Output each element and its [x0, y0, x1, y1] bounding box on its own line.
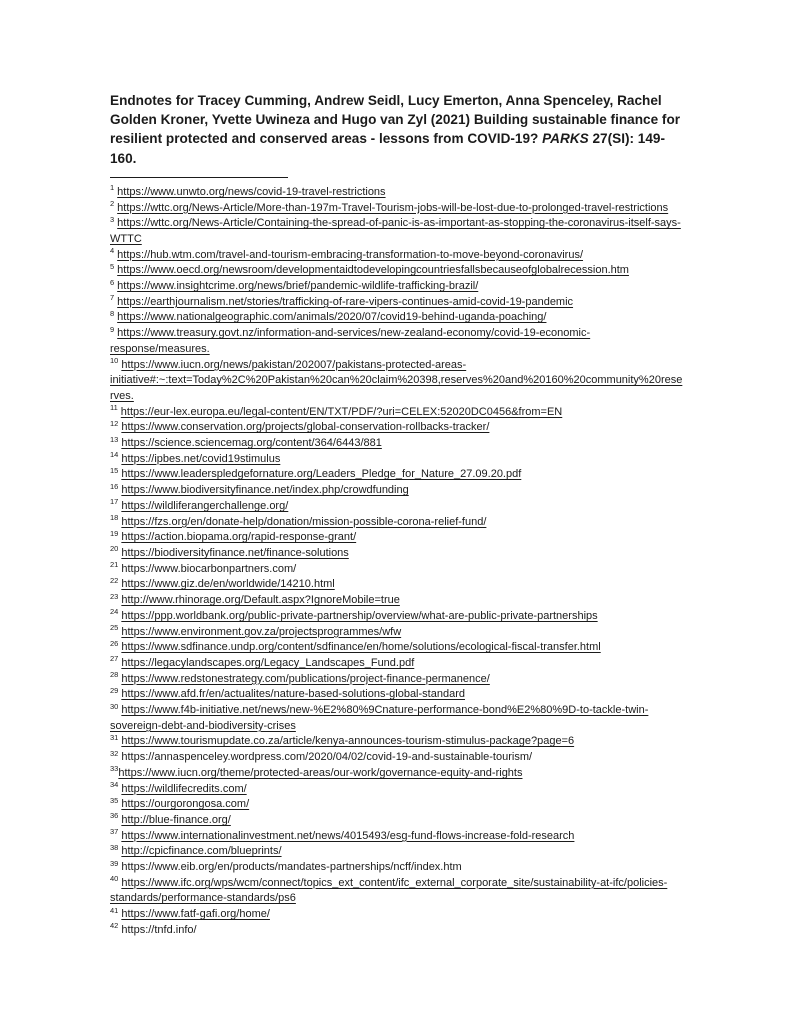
- endnote-link[interactable]: https://www.fatf-gafi.org/home/: [121, 908, 270, 921]
- endnote-item: [110, 216, 685, 247]
- endnote-number: 10: [110, 356, 119, 366]
- endnote-number: 38: [110, 842, 119, 852]
- endnote-number: 21: [110, 560, 119, 570]
- endnote-number: 16: [110, 481, 119, 491]
- endnote-number: 32: [110, 748, 119, 758]
- endnote-item: [110, 609, 685, 625]
- endnote-number: 23: [110, 591, 119, 601]
- endnote-item: [110, 734, 685, 750]
- endnote-number: 14: [110, 450, 119, 460]
- endnote-link[interactable]: https://tnfd.info/: [121, 923, 197, 936]
- endnote-link[interactable]: https://www.redstonestrategy.com/publications/project-finance-permanence/: [121, 672, 490, 685]
- endnote-item: [110, 530, 685, 546]
- endnote-number: 3: [110, 214, 115, 224]
- page-content: [110, 91, 685, 939]
- endnote-link[interactable]: https://action.biopama.org/rapid-response-grant/: [121, 531, 357, 544]
- endnote-item: [110, 185, 685, 201]
- endnote-link[interactable]: https://biodiversityfinance.net/finance-solutions: [121, 546, 349, 559]
- endnote-item: [110, 248, 685, 264]
- endnote-item: [110, 907, 685, 923]
- endnote-item: [110, 656, 685, 672]
- endnote-item: [110, 515, 685, 531]
- endnote-item: [110, 923, 685, 939]
- endnote-number: 5: [110, 261, 115, 271]
- endnote-link[interactable]: http://cpicfinance.com/blueprints/: [121, 845, 282, 858]
- endnote-link[interactable]: https://www.f4b-initiative.net/news/new-%E2%80%9Cnature-performance-bond%E2%80%9D-to-tackle-twin-sovereign-debt-and-biodiversity-crises: [110, 704, 649, 732]
- endnote-link[interactable]: https://www.iucn.org/theme/protected-areas/our-work/governance-equity-and-rights: [118, 766, 523, 779]
- endnote-number: 20: [110, 544, 119, 554]
- endnote-item: [110, 483, 685, 499]
- endnote-link[interactable]: https://www.biocarbonpartners.com/: [121, 562, 297, 575]
- endnote-number: 12: [110, 418, 119, 428]
- endnote-list: [110, 185, 685, 939]
- endnote-link[interactable]: https://wttc.org/News-Article/More-than-197m-Travel-Tourism-jobs-will-be-lost-due-to-prolonged-travel-restrictions: [117, 201, 669, 214]
- endnote-link[interactable]: https://www.afd.fr/en/actualites/nature-based-solutions-global-standard: [121, 688, 465, 701]
- endnote-item: [110, 625, 685, 641]
- endnote-link[interactable]: https://www.biodiversityfinance.net/index.php/crowdfunding: [121, 484, 409, 497]
- endnote-item: [110, 436, 685, 452]
- page-title: [110, 91, 685, 168]
- endnote-link[interactable]: https://science.sciencemag.org/content/364/6443/881: [121, 437, 382, 450]
- endnote-number: 41: [110, 905, 119, 915]
- endnote-number: 18: [110, 513, 119, 523]
- endnote-item: [110, 577, 685, 593]
- title-citation: 27(SI): 149-160.: [110, 131, 666, 166]
- endnote-link[interactable]: http://blue-finance.org/: [121, 813, 231, 826]
- endnote-link[interactable]: https://fzs.org/en/donate-help/donation/mission-possible-corona-relief-fund/: [121, 515, 487, 528]
- endnote-link[interactable]: https://earthjournalism.net/stories/trafficking-of-rare-vipers-continues-amid-covid-19-pandemic: [117, 295, 574, 308]
- endnote-number: 37: [110, 827, 119, 837]
- endnote-number: 30: [110, 701, 119, 711]
- endnote-item: [110, 703, 685, 734]
- endnote-item: [110, 766, 685, 782]
- endnote-item: [110, 640, 685, 656]
- endnote-item: [110, 310, 685, 326]
- endnote-link[interactable]: https://www.internationalinvestment.net/news/4015493/esg-fund-flows-increase-fold-research: [121, 829, 575, 842]
- endnote-item: [110, 326, 685, 357]
- endnote-link[interactable]: https://www.sdfinance.undp.org/content/sdfinance/en/home/solutions/ecological-fiscal-transfer.html: [121, 641, 601, 654]
- footnote-separator-line: [110, 177, 288, 178]
- endnote-number: 42: [110, 921, 119, 931]
- endnote-item: [110, 405, 685, 421]
- title-text: Endnotes for Tracey Cumming, Andrew Seidl, Lucy Emerton, Anna Spenceley, Rachel Golden Kroner, Yvette Uwineza and Hugo van Zyl (2021) Building sustainable finance for resilient protected and conserved areas - lessons from COVID-19?: [110, 93, 681, 147]
- endnote-item: [110, 844, 685, 860]
- endnote-link[interactable]: https://www.iucn.org/news/pakistan/202007/pakistans-protected-areas-initiative#:~:text=Today%2C%20Pakistan%20can%20claim%20398,reserves%20and%20160%20community%20reserves.: [110, 358, 683, 402]
- endnote-item: [110, 876, 685, 907]
- endnote-number: 6: [110, 277, 115, 287]
- endnote-number: 40: [110, 874, 119, 884]
- endnote-link[interactable]: https://www.ifc.org/wps/wcm/connect/topics_ext_content/ifc_external_corporate_site/sustainability-at-ifc/policies-standards/performance-standards/ps6: [110, 876, 668, 905]
- endnote-item: [110, 420, 685, 436]
- endnote-number: 4: [110, 246, 115, 256]
- endnote-number: 25: [110, 623, 119, 632]
- endnote-link[interactable]: https://www.tourismupdate.co.za/article/kenya-announces-tourism-stimulus-package?page=6: [121, 735, 575, 748]
- endnote-link[interactable]: https://www.treasury.govt.nz/information-and-services/new-zealand-economy/covid-19-economic-response/measures.: [110, 327, 591, 355]
- endnote-link[interactable]: http://www.rhinorage.org/Default.aspx?IgnoreMobile=true: [121, 594, 400, 607]
- endnote-item: [110, 860, 685, 876]
- endnote-number: 24: [110, 607, 119, 617]
- endnote-item: [110, 467, 685, 483]
- endnote-item: [110, 687, 685, 703]
- endnote-item: [110, 829, 685, 845]
- endnote-item: [110, 797, 685, 813]
- endnote-link[interactable]: https://ourgorongosa.com/: [121, 798, 250, 811]
- endnote-number: 36: [110, 811, 119, 821]
- endnote-item: [110, 295, 685, 311]
- endnote-link[interactable]: https://www.eib.org/en/products/mandates-partnerships/ncff/index.htm: [121, 861, 462, 874]
- endnote-number: 33: [110, 764, 119, 774]
- endnote-number: 35: [110, 795, 119, 805]
- endnote-number: 7: [110, 293, 115, 303]
- endnote-item: [110, 358, 685, 405]
- endnote-item: [110, 782, 685, 798]
- endnote-link[interactable]: https://legacylandscapes.org/Legacy_Landscapes_Fund.pdf: [121, 656, 415, 669]
- endnote-number: 26: [110, 638, 119, 648]
- endnote-number: 22: [110, 575, 119, 585]
- endnote-number: 19: [110, 528, 119, 538]
- endnote-item: [110, 279, 685, 295]
- endnote-item: [110, 813, 685, 829]
- endnote-link[interactable]: https://www.oecd.org/newsroom/developmentaidtodevelopingcountriesfallsbecauseofglobalrecession.htm: [117, 264, 629, 277]
- endnote-number: 15: [110, 465, 119, 475]
- endnote-number: 9: [110, 324, 115, 334]
- endnote-link[interactable]: https://www.giz.de/en/worldwide/14210.html: [121, 578, 335, 591]
- endnote-number: 13: [110, 434, 119, 444]
- endnote-item: [110, 263, 685, 279]
- endnote-link[interactable]: https://wildlifecredits.com/: [121, 782, 247, 795]
- endnote-number: 2: [110, 199, 115, 209]
- endnote-number: 1: [110, 183, 115, 193]
- journal-name: PARKS: [542, 131, 589, 147]
- endnote-link[interactable]: https://www.unwto.org/news/covid-19-travel-restrictions: [117, 185, 386, 198]
- endnote-item: [110, 201, 685, 217]
- endnote-number: 31: [110, 732, 119, 742]
- endnote-link[interactable]: https://wttc.org/News-Article/Containing-the-spread-of-panic-is-as-important-as-stopping-the-coronavirus-itself-says-WTTC: [110, 217, 681, 245]
- endnote-number: 27: [110, 654, 119, 664]
- endnote-link[interactable]: https://www.environment.gov.za/projectsprogrammes/wfw: [121, 625, 402, 638]
- endnote-link[interactable]: https://eur-lex.europa.eu/legal-content/EN/TXT/PDF/?uri=CELEX:52020DC0456&from=EN: [120, 405, 563, 418]
- endnote-item: [110, 562, 685, 578]
- endnote-number: 39: [110, 858, 119, 868]
- endnote-item: [110, 452, 685, 468]
- endnote-link[interactable]: https://www.nationalgeographic.com/animals/2020/07/covid19-behind-uganda-poaching/: [117, 311, 547, 324]
- endnote-item: [110, 499, 685, 515]
- endnote-number: 8: [110, 308, 115, 318]
- endnote-number: 28: [110, 670, 119, 680]
- endnote-link[interactable]: https://wildliferangerchallenge.org/: [121, 499, 289, 512]
- endnote-item: [110, 546, 685, 562]
- endnote-link[interactable]: https://www.insightcrime.org/news/brief/pandemic-wildlife-trafficking-brazil/: [117, 280, 479, 293]
- endnote-number: 29: [110, 685, 119, 695]
- endnote-item: [110, 593, 685, 609]
- endnote-number: 11: [110, 403, 118, 413]
- endnote-link[interactable]: https://www.conservation.org/projects/global-conservation-rollbacks-tracker/: [121, 421, 490, 434]
- endnote-link[interactable]: https://annaspenceley.wordpress.com/2020/04/02/covid-19-and-sustainable-tourism/: [121, 751, 533, 764]
- endnote-number: 34: [110, 780, 119, 790]
- endnote-number: 17: [110, 497, 119, 507]
- endnote-link[interactable]: https://www.leaderspledgefornature.org/Leaders_Pledge_for_Nature_27.09.20.pdf: [121, 468, 522, 481]
- endnote-item: [110, 672, 685, 688]
- endnote-link[interactable]: https://ipbes.net/covid19stimulus: [121, 452, 281, 465]
- endnote-link[interactable]: https://ppp.worldbank.org/public-private-partnership/overview/what-are-public-private-partnerships: [121, 609, 598, 622]
- endnote-link[interactable]: https://hub.wtm.com/travel-and-tourism-embracing-transformation-to-move-beyond-coronavirus/: [117, 248, 584, 261]
- endnote-item: [110, 750, 685, 766]
